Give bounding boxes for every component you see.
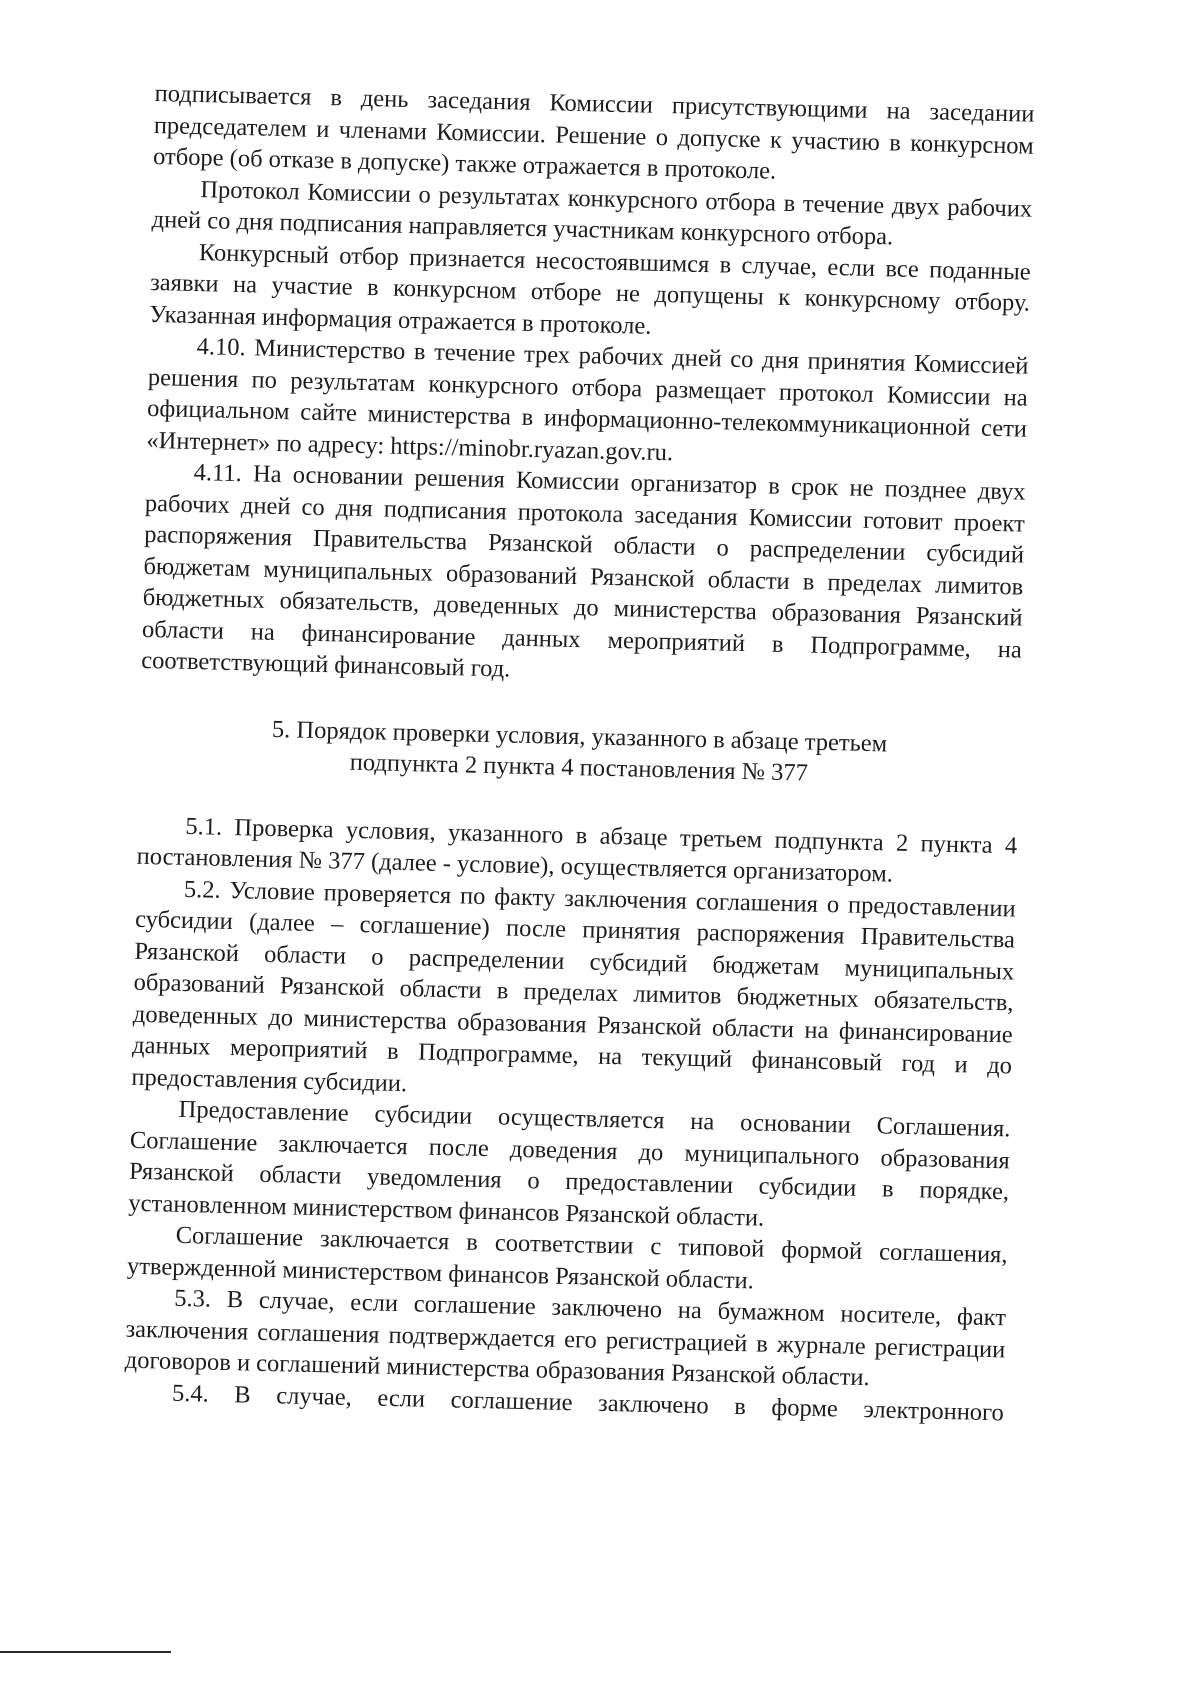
paragraphs-before-heading [141,78,1035,697]
paragraphs-after-heading [124,809,1018,1428]
section-heading [139,710,1020,794]
paragraph: подписывается в день заседания Комиссии присутствующими на заседании председателем и членами Комиссии. Решение о допуске к участию в конкурсном отборе (об отказе в допуске) также отражается в протоколе. [152,79,1035,185]
paragraph: 5.2. Условие проверяется по факту заключения соглашения о предоставлении субсидии (далее – соглашение) после принятия распоряжения Правительства Рязанской области о распределении субсидий бюджетам муниципальных образований Рязанской области в пределах лимитов бюджетных обязательств, доведенных до министерства образования Рязанской области на финансирование данных мероприятий в Подпрограмме, на текущий финансовый год и до предоставления субсидии. [131,875,1016,1097]
scan-edge-line [0,1651,171,1653]
document-text [124,78,1035,1428]
section-heading-line-2: подпункта 2 пункта 4 постановления № 377 [349,748,809,787]
section-heading-line-1: 5. Порядок проверки условия, указанного в абзаце третьем [271,715,888,757]
paragraph: Конкурсный отбор признается несостоявшимся в случае, если все поданные заявки на участие в конкурсном отборе не допущены к конкурсному отбору. Указанная информация отражается в протоколе. [149,238,1031,340]
paragraph: 5.4. В случае, если соглашение заключено в форме электронного [171,1379,1005,1426]
paragraph: 4.11. На основании решения Комиссии организатор в срок не позднее двух рабочих дней со дня подписания протокола заседания Комиссии готовит проект распоряжения Правительства Рязанской области о распределении субсидий бюджетам муниципальных образований Рязанской области в пределах лимитов бюджетных обязательств, доведенных до министерства образования Рязанский области на финансирование данных мероприятий в Подпрограмме, на соответствующий финансовый год. [140,459,1026,683]
paragraph: 5.3. В случае, если соглашение заключено на бумажном носителе, факт заключения соглашения подтверждается его регистрацией в журнале регистрации договоров и соглашений министерства образования Рязанской области. [124,1284,1007,1392]
paragraph: 4.10. Министерство в течение трех рабочих дней со дня принятия Комиссией решения по результатам конкурсного отбора размещает протокол Комиссии на официальном сайте министерства в информационно-телекоммуникационной сети «Интернет» по адресу: https://minobr.ryazan.gov.ru. [146,333,1029,466]
paragraph: Предоставление субсидии осуществляется на основании Соглашения. Соглашение заключается после доведения до муниципального образования Рязанской области уведомления о предоставлении субсидии в порядке, установленном министерством финансов Рязанской области. [128,1095,1011,1232]
paragraph: Протокол Комиссии о результатах конкурсного отбора в течение двух рабочих дней со дня подписания направляется участникам конкурсного отбора. [151,175,1033,251]
paragraph: Соглашение заключается в соответствии с типовой формой соглашения, утвержденной министерством финансов Рязанской области. [126,1221,1008,1294]
paragraph: 5.1. Проверка условия, указанного в абзаце третьем подпункта 2 пункта 4 постановления № 377 (далее - условие), осуществляется организатором. [136,812,1018,888]
